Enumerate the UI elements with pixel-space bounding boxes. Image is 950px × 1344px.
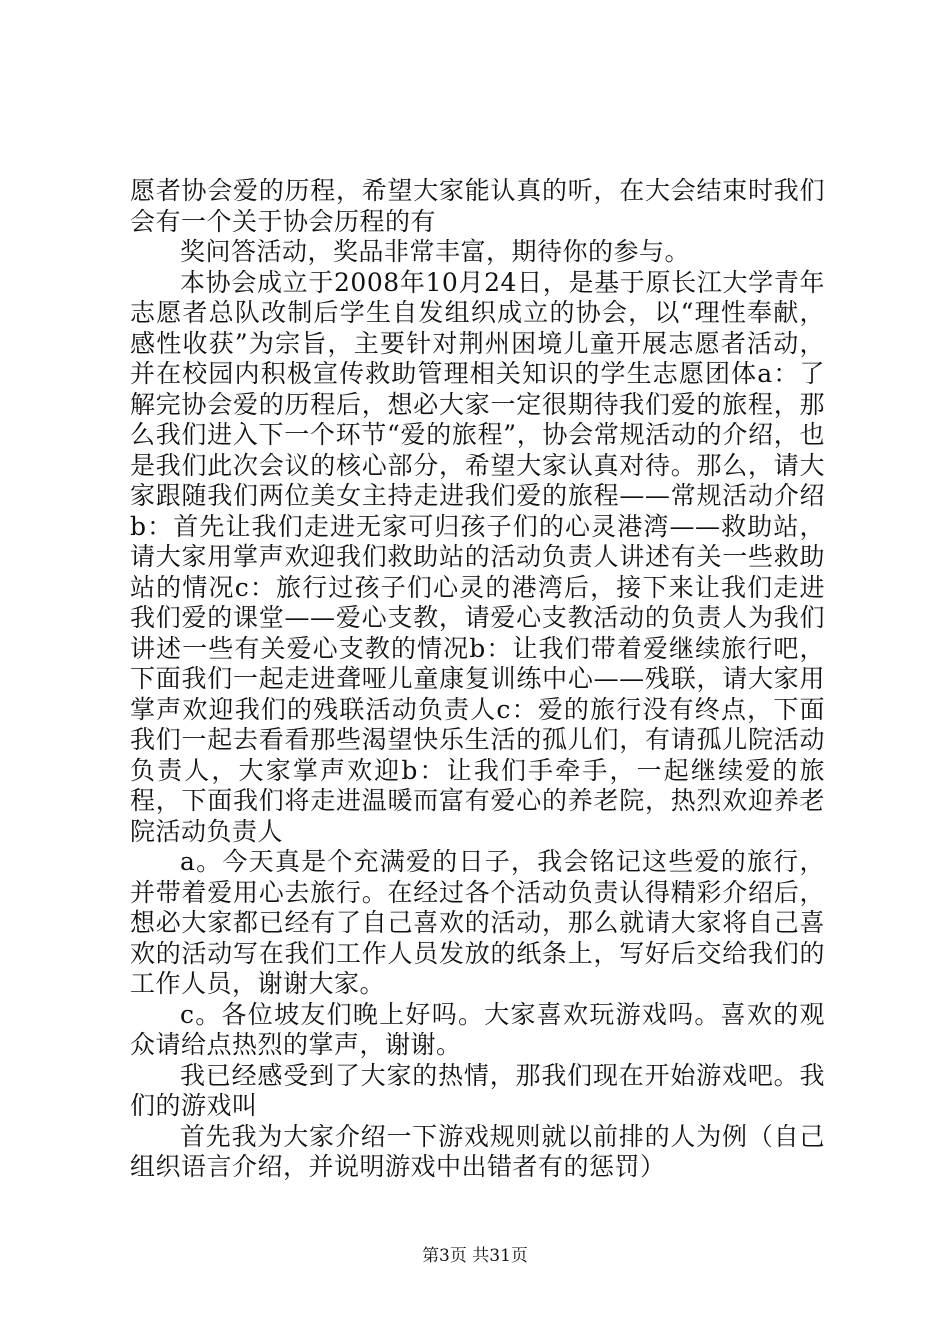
paragraph-5: c。各位坡友们晚上好吗。大家喜欢玩游戏吗。喜欢的观众请给点热烈的掌声，谢谢。 [130,999,825,1059]
paragraph-4: a。今天真是个充满爱的日子，我会铭记这些爱的旅行，并带着爱用心去旅行。在经过各个活动负责认得精彩介绍后，想必大家都已经有了自己喜欢的活动，那么就请大家将自己喜欢的活动写在我们工作人员发放的纸条上，写好后交给我们的工作人员，谢谢大家。 [130,847,825,998]
paragraph-7: 首先我为大家介绍一下游戏规则就以前排的人为例（自己组织语言介绍，并说明游戏中出错者有的惩罚） [130,1121,825,1181]
paragraph-3: 本协会成立于2008年10月24日，是基于原长江大学青年志愿者总队改制后学生自发组织成立的协会，以“理性奉献，感性收获”为宗旨，主要针对荆州困境儿童开展志愿者活动，并在校园内积极宣传救助管理相关知识的学生志愿团体a：了解完协会爱的历程后，想必大家一定很期待我们爱的旅程，那么我们进入下一个环节“爱的旅程”，协会常规活动的介绍，也是我们此次会议的核心部分，希望大家认真对待。那么，请大家跟随我们两位美女主持走进我们爱的旅程——常规活动介绍b：首先让我们走进无家可归孩子们的心灵港湾——救助站，请大家用掌声欢迎我们救助站的活动负责人讲述有关一些救助站的情况c：旅行过孩子们心灵的港湾后，接下来让我们走进我们爱的课堂——爱心支教，请爱心支教活动的负责人为我们讲述一些有关爱心支教的情况b：让我们带着爱继续旅行吧，下面我们一起走进聋哑儿童康复训练中心——残联，请大家用掌声欢迎我们的残联活动负责人c：爱的旅行没有终点，下面我们一起去看看那些渴望快乐生活的孤儿们，有请孤儿院活动负责人，大家掌声欢迎b：让我们手牵手，一起继续爱的旅程，下面我们将走进温暖而富有爱心的养老院，热烈欢迎养老院活动负责人 [130,267,825,846]
paragraph-1: 愿者协会爱的历程，希望大家能认真的听，在大会结束时我们会有一个关于协会历程的有 [130,176,825,236]
page-footer: 第3页 共31页 [422,1246,528,1266]
paragraph-2: 奖问答活动，奖品非常丰富，期待你的参与。 [180,237,691,266]
document-body [130,176,825,1183]
paragraph-6: 我已经感受到了大家的热情，那我们现在开始游戏吧。我们的游戏叫 [130,1060,825,1120]
